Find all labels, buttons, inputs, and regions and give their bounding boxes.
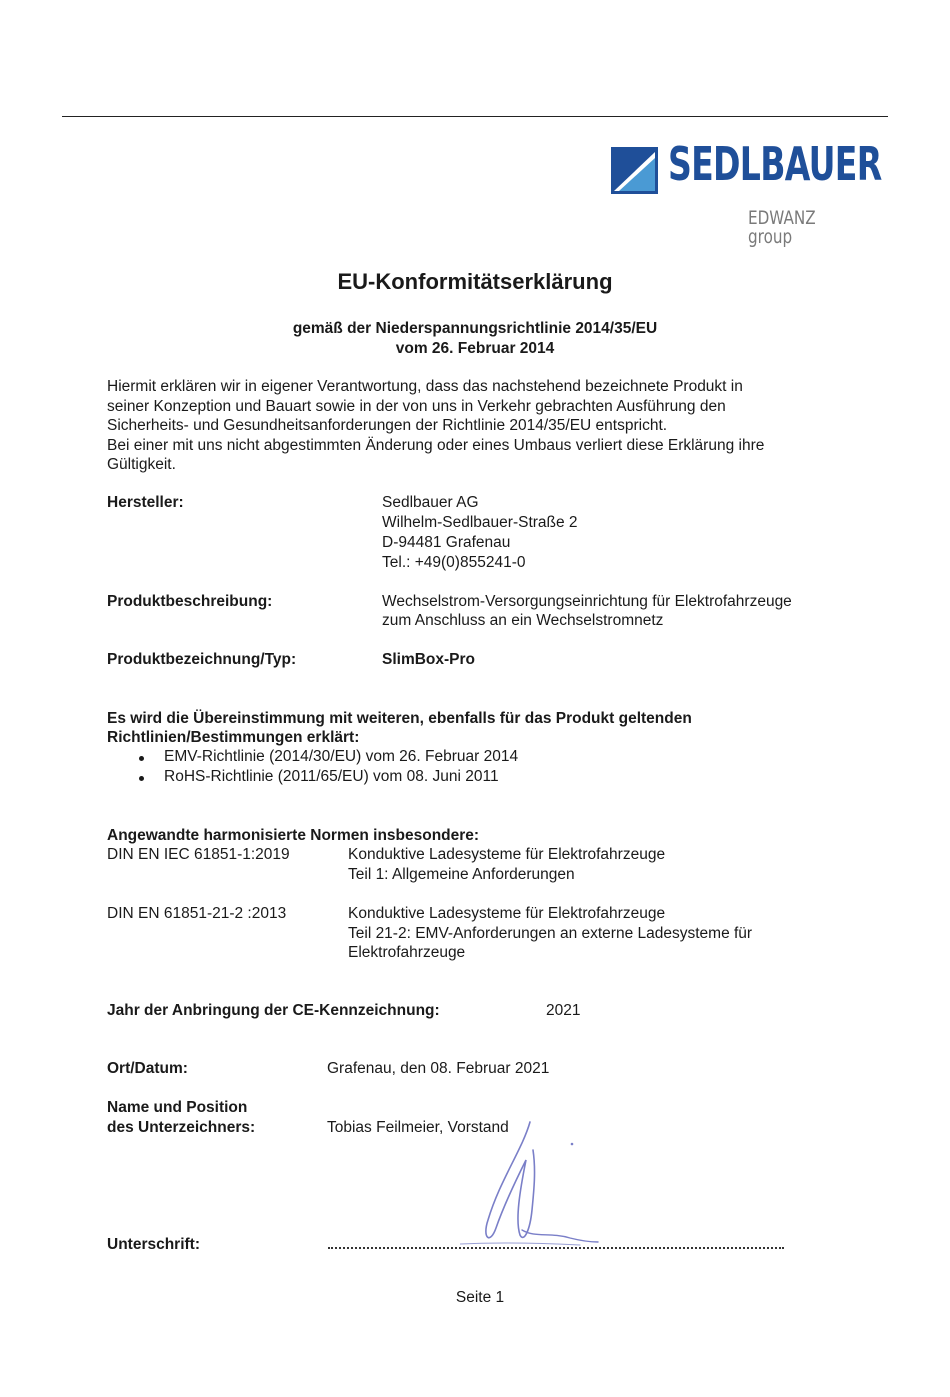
company-logo — [611, 137, 882, 248]
document-title: EU-Konformitätserklärung — [337, 269, 613, 294]
bullet-icon — [139, 756, 144, 761]
signatory-label: Name und Position — [107, 1099, 248, 1116]
product-description-label: Produktbeschreibung: — [107, 593, 273, 610]
manufacturer-line: Wilhelm-Sedlbauer-Straße 2 — [382, 514, 578, 531]
signatory-label: des Unterzeichners: — [107, 1119, 256, 1136]
bullet-icon — [139, 776, 144, 781]
logo-mark-icon — [611, 147, 658, 194]
subtitle-date: vom 26. Februar 2014 — [395, 340, 555, 357]
standard-desc: Elektrofahrzeuge — [348, 944, 466, 961]
standard-code: DIN EN 61851-21-2 :2013 — [107, 905, 287, 922]
standard-desc: Teil 1: Allgemeine Anforderungen — [348, 866, 575, 883]
ce-marking-year: 2021 — [546, 1002, 581, 1019]
directive-item: EMV-Richtlinie (2014/30/EU) vom 26. Februar 2014 — [164, 748, 519, 765]
product-description-line: Wechselstrom-Versorgungseinrichtung für Elektrofahrzeuge — [382, 593, 792, 610]
intro-line: Gültigkeit. — [107, 456, 176, 473]
logo-group: EDWANZ group — [748, 207, 816, 248]
ce-marking-label: Jahr der Anbringung der CE-Kennzeichnung: — [107, 1002, 440, 1019]
handwritten-signature — [460, 1110, 600, 1255]
subtitle-directive: gemäß der Niederspannungsrichtlinie 2014/35/EU — [292, 320, 658, 337]
manufacturer-line: Sedlbauer AG — [382, 494, 479, 511]
manufacturer-line: Tel.: +49(0)855241-0 — [382, 554, 526, 571]
product-description-line: zum Anschluss an ein Wechselstromnetz — [382, 612, 664, 629]
signatory-value: Tobias Feilmeier, Vorstand — [327, 1119, 509, 1136]
top-rule — [62, 116, 888, 117]
manufacturer-line: D-94481 Grafenau — [382, 534, 511, 551]
signature-line — [328, 1247, 784, 1249]
intro-line: Sicherheits- und Gesundheitsanforderungen der Richtlinie 2014/35/EU entspricht. — [107, 417, 668, 434]
intro-line: seiner Konzeption und Bauart sowie in der von uns in Verkehr gebrachten Ausführung den — [107, 398, 726, 415]
place-date-label: Ort/Datum: — [107, 1060, 188, 1077]
standard-desc: Konduktive Ladesysteme für Elektrofahrzeuge — [348, 905, 666, 922]
standards-heading: Angewandte harmonisierte Normen insbesondere: — [107, 827, 480, 844]
directive-item: RoHS-Richtlinie (2011/65/EU) vom 08. Juni 2011 — [164, 768, 499, 785]
standard-code: DIN EN IEC 61851-1:2019 — [107, 846, 290, 863]
standard-desc: Konduktive Ladesysteme für Elektrofahrzeuge — [348, 846, 666, 863]
place-date-value: Grafenau, den 08. Februar 2021 — [327, 1060, 550, 1077]
logo-name: SEDLBAUER — [668, 137, 882, 191]
page-number: Seite 1 — [455, 1289, 505, 1306]
intro-line: Hiermit erklären wir in eigener Verantwortung, dass das nachstehend bezeichnete Produkt in — [107, 378, 743, 395]
product-type-label: Produktbezeichnung/Typ: — [107, 651, 297, 668]
standard-desc: Teil 21-2: EMV-Anforderungen an externe Ladesysteme für — [348, 925, 753, 942]
intro-line: Bei einer mit uns nicht abgestimmten Änderung oder eines Umbaus verliert diese Erklärung ihre — [107, 437, 765, 454]
manufacturer-label: Hersteller: — [107, 494, 184, 511]
directives-heading: Es wird die Übereinstimmung mit weiteren, ebenfalls für das Produkt geltenden — [107, 710, 692, 727]
directives-heading: Richtlinien/Bestimmungen erklärt: — [107, 729, 360, 746]
signature-label: Unterschrift: — [107, 1236, 201, 1253]
product-type-value: SlimBox-Pro — [382, 651, 476, 668]
